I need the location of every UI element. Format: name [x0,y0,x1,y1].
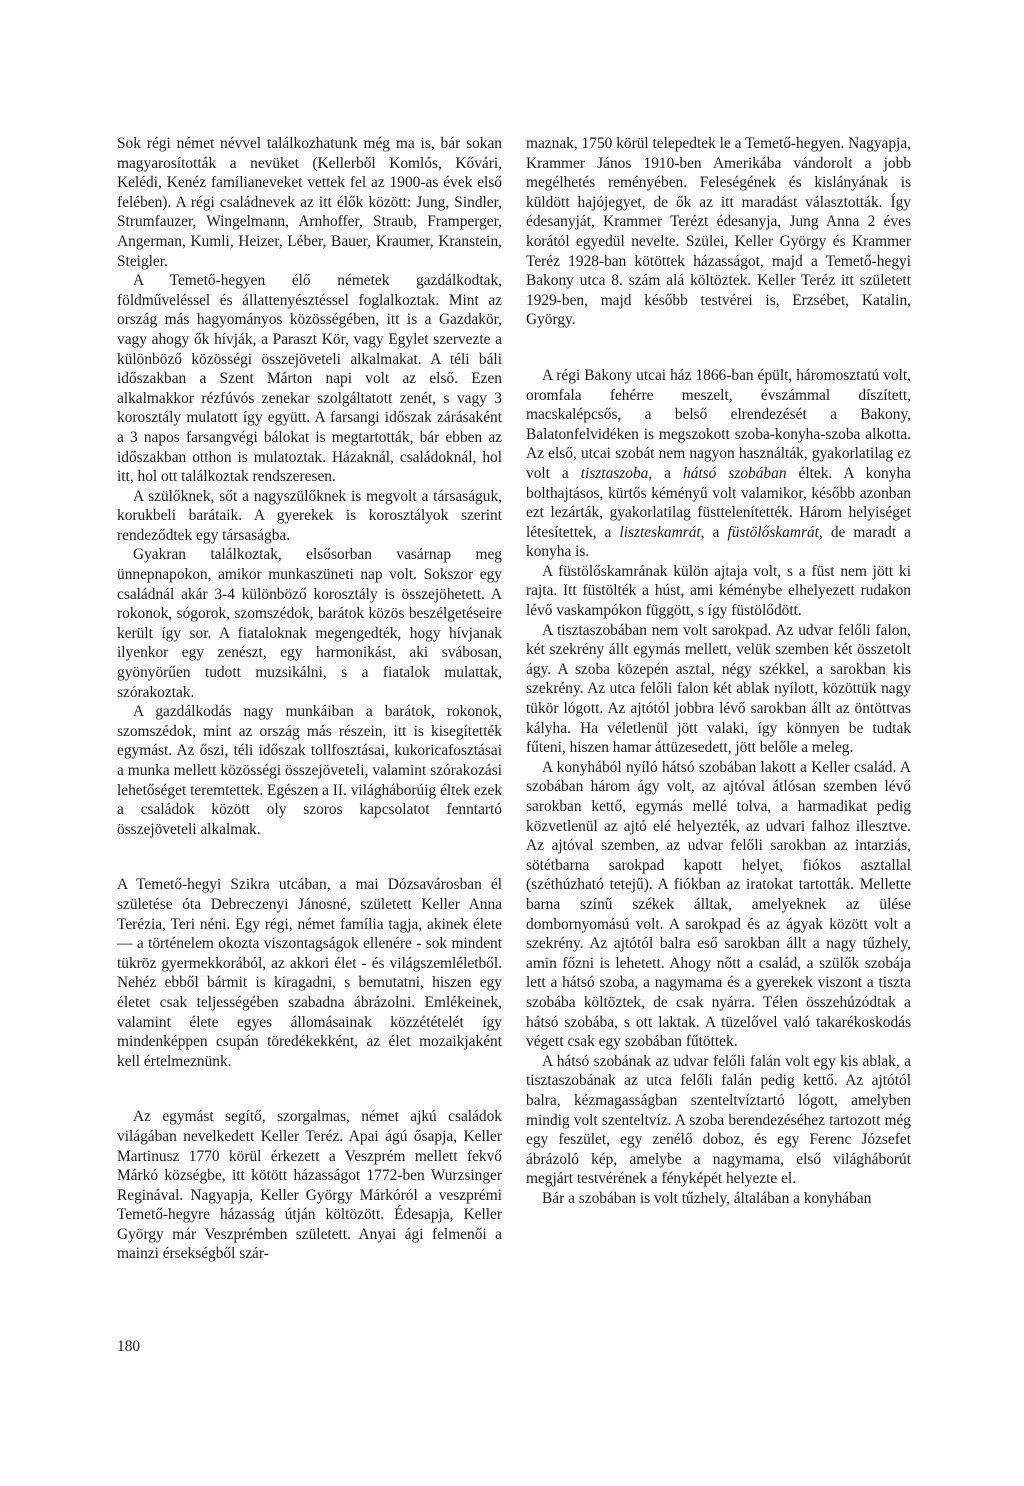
paragraph: A tisztaszobában nem volt sarokpad. Az udvar felőli falon, két szekrény állt egymás mellett, velük szemben két összetolt ágy. A szoba közepén asztal, négy székkel, a sarokban kis szekrény. Az utca felőli falon két ablak nyílott, közöttük nagy tükör lógott. Az ajtótól jobbra lévő sarokban állt az öntöttvas kályha. Ha véletlenül jött valaki, így könnyen be tudtak fűteni, hiszen hamar áttüzesedett, jött belőle a meleg. [526,621,911,757]
italic-term: hátsó szobában [683,464,787,482]
paragraph: Az egymást segítő, szorgalmas, német ajkú családok világában nevelkedett Keller Teréz. Apai ágú ősapja, Keller Martinusz 1770 körül érkezett a Veszprém mellett fekvő Márkó községbe, itt kötött házasságot 1772-ben Wurzsinger Reginával. Nagyapja, Keller György Márkóról a veszprémi Temető-hegyre házasság útján költözött. Édesapja, Keller György már Veszprémben született. Anyai ági felmenői a mainzi érsekségből szár- [117,1108,502,1263]
paragraph [526,366,911,562]
paragraph: A Temető-hegyi Szikra utcában, a mai Dózsavárosban él születése óta Debreczenyi Jánosné, született Keller Anna Terézia, Teri néni. Egy régi, német família tagja, akinek élete — a történelem okozta viszontagságok ellenére - sok mindent tükröz gyermekkorából, az akkori élet - és világszemléletből. Nehéz ebből bármit is kiragadni, s bemutatni, hiszen egy életet csak teljességében szabadna ábrázolni. Emlékeinek, valamint élete egyes állomásainak közzétételét így mindenképpen csupán töredékekként, az élet mozaikjaként kell értelmeznünk. [117,876,502,1070]
text-run: a [704,523,728,541]
italic-term: tisztaszoba, [580,464,653,482]
paragraph: Sok régi német névvel találkozhatunk még ma is, bár sokan magyarosították a nevüket (Kellerből Komlós, Kővári, Kelédi, Kenéz famílianeveket vettek fel az 1900-as évek első felében). A régi családnevek az itt élők között: Jung, Sindler, Strumfauzer, Wingelmann, Arnhoffer, Straub, Framperger, Angerman, Kumli, Heizer, Léber, Bauer, Kraumer, Kranstein, Steigler. [117,135,502,270]
paragraph: Gyakran találkoztak, elsősorban vasárnap meg ünnepnapokon, amikor munkaszüneti nap volt. Sokszor egy családnál akár 3-4 különböző korosztály is összejöhetett. A rokonok, sógorok, szomszédok, barátok közös beszélgetéseire került így sor. A fiataloknak megengedték, hogy hívjanak ilyenkor egy zenészt, egy harmonikást, aki svábosan, gyönyörűen tudott muzsikálni, s a fiatalok mulattak, szórakoztak. [117,546,502,701]
paragraph: A konyhából nyíló hátsó szobában lakott a Keller család. A szobában három ágy volt, az ajtóval átlósan szemben lévő sarokban kettő, egymás mellé tolva, a harmadikat pedig közvetlenül az ajtó elé helyezték, az udvari falhoz illesztve. Az ajtóval szemben, az udvar felőli sarokban az intarziás, sötétbarna sarokpad kapott helyet, fiókos asztallal (széthúzható tetejű). A fiókban az iratokat tartották. Mellette barna színű székek álltak, amelyeknek az ülése dombornyomású volt. A sarokpad és az ágyak között volt a szekrény. Az ajtótól balra eső sarokban állt a nagy tűzhely, amin főzni is lehetett. Ahogy nőtt a család, a szülők szobája lett a hátsó szoba, a nagymama és a gyerekek viszont a tiszta szobába költöztek, de csak nyárra. Télen összehúzódtak a hátsó szobába, s ott laktak. A tüzelővel való takarékoskodás végett csak egy szobában fűtöttek. [526,758,911,1051]
italic-term: liszteskamrát, [619,523,705,541]
left-column [117,134,502,1264]
text-run: A régi Bakony utcai ház 1866-ban épült, háromosztatú volt, oromfala fehérre meszelt, évszámmal díszített, macskalépcsős, a belső elrendezését a Bakony, Balatonfelvidéken is megszokott szoba-konyha-szoba alkotta. Az első, utcai szobát nem nagyon használták, gyakorlatilag ez volt a [526,366,911,482]
paragraph: Bár a szobában is volt tűzhely, általában a konyhában [542,1189,872,1207]
italic-term: füstölőskamrát, [727,523,823,541]
right-column [526,134,911,1208]
paragraph: A Temető-hegyen élő németek gazdálkodtak, földműveléssel és állattenyésztéssel foglalkoztak. Mint az ország más hagyományos közösségében, itt is a Gazdakör, vagy ahogy ők hívják, a Paraszt Kör, vagy Egylet szervezte a különböző közösségi összejöveteli alkalmakat. A téli báli időszakban a Szent Márton napi volt az első. Ezen alkalmakkor rézfúvós zenekar szolgáltatott zenét, s vagy 3 korosztály mulatott így együtt. A farsangi időszak zárásaként a 3 napos farsangvégi bálokat is megtartották, bár ebben az időszakban otthon is mulatoztak. Házaknál, családoknál, hol itt, hol ott találkoztak rendszeresen. [117,272,502,486]
paragraph: A gazdálkodás nagy munkáiban a barátok, rokonok, szomszédok, mint az ország más részein, itt is kisegítették egymást. Az őszi, téli időszak tollfosztásai, kukoricafosztásai a munka mellett közösségi összejöveteli, valamint szórakozási lehetőséget teremtettek. Egészen a II. világháborúig éltek ezek a családok között oly szoros kapcsolatot fenntartó összejöveteli alkalmak. [117,703,503,838]
text-run: a [652,464,684,482]
paragraph: A füstölőskamrának külön ajtaja volt, s a füst nem jött ki rajta. Itt füstölték a húst, ami kéménybe elhelyezett rudakon lévő vaskampókon függött, s így füstölődött. [526,562,911,620]
paragraph: maznak, 1750 körül telepedtek le a Temető-hegyen. Nagyapja, Krammer János 1910-ben Amerikába vándorolt a jobb megélhetés reményében. Feleségének és kislányának is küldött hajójegyet, de ők az itt maradást választották. Így édesanyját, Krammer Terézt édesanyja, Jung Anna 2 éves korától egyedül nevelte. Szülei, Keller György és Krammer Teréz 1928-ban kötöttek házasságot, majd a Temető-hegyi Bakony utca 8. szám alá költöztek. Keller Teréz itt született 1929-ben, majd később testvérei is, Erzsébet, Katalin, György. [526,135,911,329]
paragraph: A szülőknek, sőt a nagyszülőknek is megvolt a társaságuk, korukbeli barátaik. A gyerekek is korosztályok szerint rendeződtek egy társaságba. [117,487,502,544]
page-number: 180 [117,1338,141,1355]
paragraph: A hátsó szobának az udvar felőli falán volt egy kis ablak, a tisztaszobának az utca felőli falán pedig kettő. Az ajtótól balra, kézmagasságban szenteltvíztartó lógott, amelyben mindig volt szenteltvíz. A szoba berendezéséhez tartozott még egy feszület, egy zenélő doboz, és egy Ferenc Józsefet ábrázoló kép, amelybe a nagymama, első világháborút megjárt testvérének a fényképét helyezte el. [526,1052,911,1188]
text-run: de maradt a konyha is. [526,523,911,561]
text-run: éltek. A konyha bolthajtásos, kürtős kéményű volt valamikor, később azonban ezt lezárták, gyakorlatilag füsttelenítették. Három helyiséget létesítettek, a [526,464,911,541]
